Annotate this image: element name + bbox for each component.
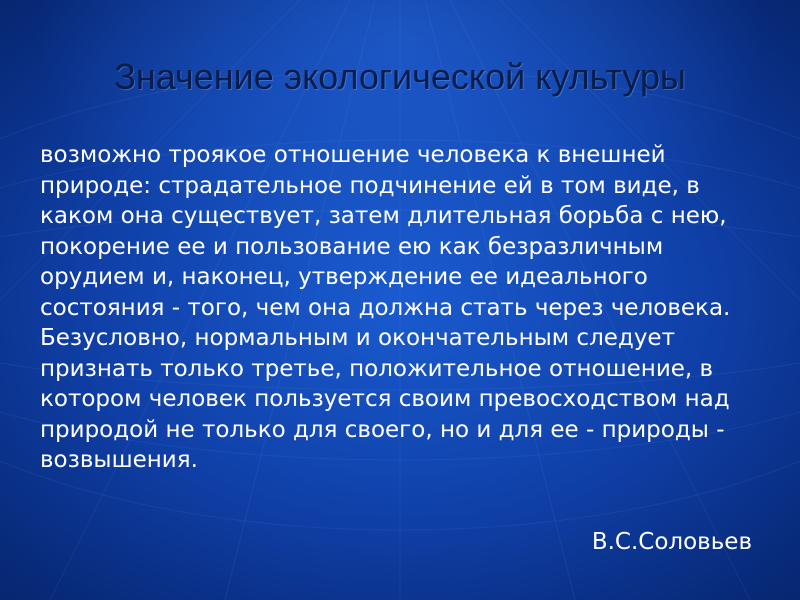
quote-text: возможно троякое отношение человека к внешней природе: страдательное подчинение ей в том виде, в каком она существует, затем длительная борьба с нею, покорение ее и пользование ею как безразличным орудием и, наконец, утверждение ее идеального состояния - того, чем она должна стать через человека. Безусловно, нормальным и окончательным следует признать только третье, положительное отношение, в котором человек пользуется своим превосходством над природой не только для своего, но и для ее - природы - возвышения. <box>40 142 731 473</box>
slide-title: Значение экологической культуры <box>114 56 686 97</box>
quote-author: В.С.Соловьев <box>591 529 752 555</box>
